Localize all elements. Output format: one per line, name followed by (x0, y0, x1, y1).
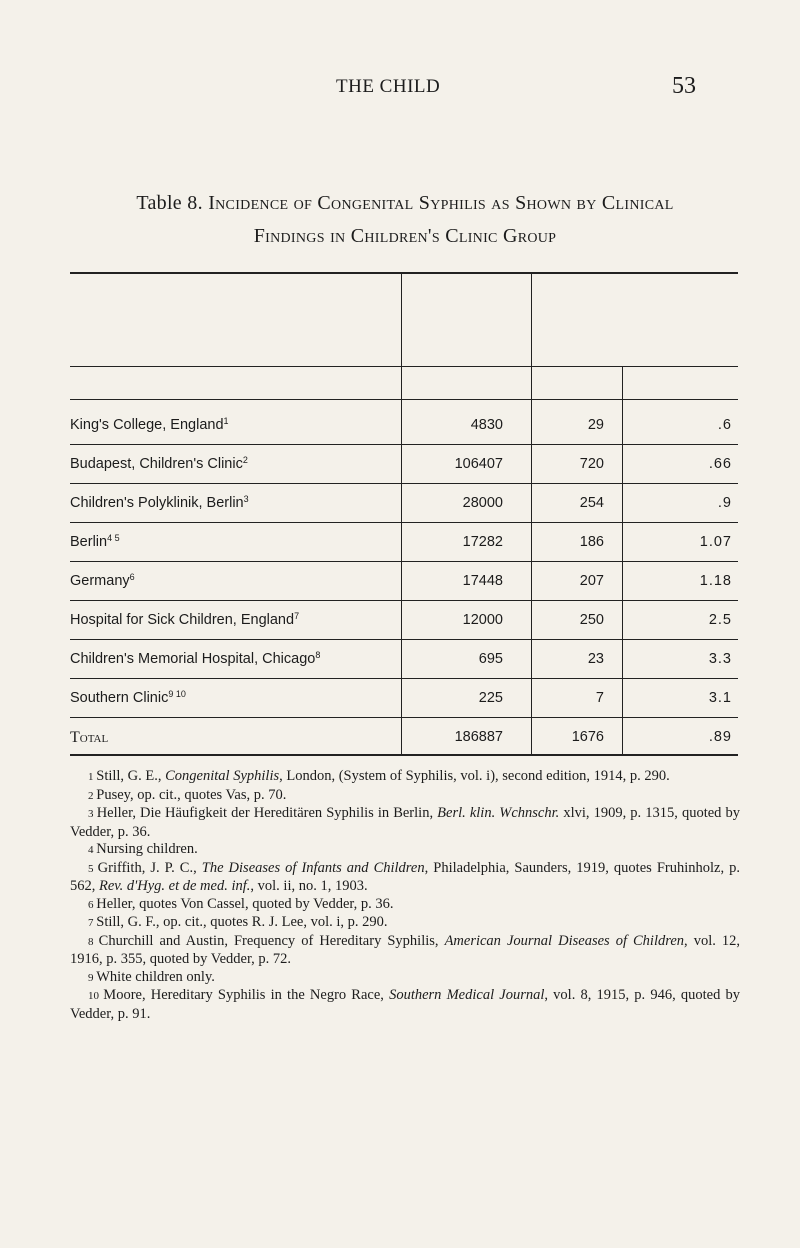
row-individuals: 4830 (470, 417, 503, 433)
table-label: Table 8. (136, 192, 203, 214)
footnotes (70, 768, 740, 1023)
footnote-number: 9 (88, 971, 97, 984)
footnote-text: xlvi, 1909, p. 1315, quoted by Vedder, p. 36. (70, 805, 740, 840)
row-individuals: 106407 (454, 456, 503, 472)
footnote-text: , vol. 8, 1915, p. 946, quoted by Vedder, p. 91. (70, 987, 740, 1022)
row-rule-2 (70, 483, 738, 484)
row-individuals: 17282 (462, 534, 503, 550)
row-rule-5 (70, 600, 738, 601)
footnote-title: Southern Medical Journal (389, 987, 545, 1003)
row-rule-6 (70, 639, 738, 640)
footnote-text: Pusey, op. cit., quotes Vas, p. 70. (96, 786, 287, 803)
footnote-number: 2 (88, 789, 97, 802)
table-caption (70, 187, 740, 253)
row-rule-7 (70, 678, 738, 679)
col-rule-clinic (401, 272, 402, 754)
footnote-text: , Philadelphia, Saunders, 1919, quotes Fruhinholz, p. 562, (70, 859, 740, 894)
footnote-number: 5 (88, 862, 98, 875)
total-label: Total (70, 729, 109, 746)
total-rule (70, 717, 738, 718)
footnote-ref: 7 (294, 611, 300, 621)
running-head-title: THE CHILD (336, 76, 441, 97)
footnote-number: 7 (88, 917, 97, 929)
page-number: 53 (672, 73, 696, 99)
clinic-name: Children's Memorial Hospital, Chicago (70, 651, 316, 667)
footnote-title: Congenital Syphilis (165, 768, 280, 784)
row-clinic (70, 456, 395, 472)
footnote-title: Rev. d'Hyg. et de med. inf. (99, 878, 251, 894)
footnote-text: Heller, Die Häufigkeit der Hereditären Syphilis in Berlin, (96, 805, 438, 821)
col-rule-number (531, 272, 532, 754)
footnote-title: American Journal Diseases of Children (444, 932, 685, 949)
footnote-text: White children only. (96, 968, 215, 985)
clinic-name: King's College, England (70, 417, 224, 433)
footnote-text: Moore, Hereditary Syphilis in the Negro Race, (103, 987, 390, 1003)
row-individuals: 17448 (462, 573, 503, 589)
footnote-text: Still, G. E., (96, 768, 166, 784)
row-clinic (70, 495, 395, 511)
footnote-ref: 3 (243, 494, 249, 504)
row-clinic (70, 573, 395, 589)
footnote-number: 6 (88, 898, 97, 911)
footnote-ref: 9 10 (168, 689, 186, 699)
row-individuals: 695 (478, 651, 503, 667)
caption-line-2: Findings in Children's Clinic Group (253, 225, 557, 247)
footnote-ref: 6 (129, 572, 135, 582)
row-rule-4 (70, 561, 738, 562)
total-individuals: 186887 (454, 729, 503, 745)
row-rule-3 (70, 522, 738, 523)
footnote-text: , London, (System of Syphilis, vol. i), second edition, 1914, p. 290. (279, 768, 670, 784)
caption-line-1 (70, 187, 740, 220)
row-percent: .9 (717, 495, 732, 511)
footnote-text: Churchill and Austin, Frequency of Hereditary Syphilis, (98, 932, 445, 949)
row-individuals: 225 (478, 690, 503, 706)
footnote-text: Nursing children. (96, 841, 198, 857)
footnote-ref: 1 (223, 416, 229, 426)
footnote-text: Still, G. F., op. cit., quotes R. J. Lee, vol. i, p. 290. (96, 914, 388, 930)
total-pc: .89 (708, 729, 732, 745)
row-percent: 3.1 (708, 690, 732, 706)
header-rule (70, 366, 738, 367)
row-individuals: 12000 (462, 612, 503, 628)
footnote-number: 1 (88, 771, 97, 783)
footnote (70, 896, 740, 915)
clinic-name: Budapest, Children's Clinic (70, 456, 243, 472)
clinic-name: Children's Polyklinik, Berlin (70, 495, 244, 511)
footnote (70, 787, 740, 806)
footnote (70, 914, 740, 933)
row-positive-no: 186 (579, 534, 604, 550)
row-percent: 2.5 (708, 612, 732, 628)
footnote (70, 969, 740, 988)
row-clinic (70, 690, 395, 706)
row-positive-no: 207 (579, 573, 604, 589)
footnote-ref: 8 (315, 650, 321, 660)
row-positive-no: 23 (587, 651, 604, 667)
footnote-text: , vol. 12, 1916, p. 355, quoted by Vedder, p. 72. (70, 932, 741, 967)
row-positive-no: 7 (595, 690, 604, 706)
footnote (70, 768, 740, 787)
footnote-number: 4 (88, 844, 97, 856)
row-percent: 3.3 (708, 651, 732, 667)
total-no: 1676 (571, 729, 604, 745)
subheader-rule (531, 399, 738, 400)
footnote-text: Heller, quotes Von Cassel, quoted by Vedder, p. 36. (96, 895, 394, 912)
row-clinic (70, 417, 395, 433)
row-individuals: 28000 (462, 495, 503, 511)
footnote (70, 860, 740, 896)
footnote (70, 841, 740, 860)
table-bottom-rule (70, 754, 738, 756)
clinic-name: Germany (70, 573, 130, 589)
footnote-number: 10 (88, 990, 104, 1002)
row-positive-no: 250 (579, 612, 604, 628)
row-percent: .66 (708, 456, 732, 472)
footnote (70, 933, 740, 969)
row-clinic (70, 534, 395, 550)
footnote-title: The Diseases of Infants and Children (201, 859, 425, 876)
row-clinic (70, 612, 395, 628)
row-percent: 1.18 (699, 573, 732, 589)
footnote-number: 3 (88, 808, 97, 820)
footnote-ref: 2 (242, 455, 248, 465)
running-head (0, 73, 800, 106)
row-clinic (70, 651, 395, 667)
footnote-number: 8 (88, 935, 99, 948)
row-percent: 1.07 (699, 534, 732, 550)
subheader-left-rule (70, 399, 531, 400)
clinic-name: Southern Clinic (70, 690, 169, 706)
clinic-name: Berlin (70, 534, 108, 550)
footnote-ref: 4 5 (107, 533, 120, 543)
clinic-name: Hospital for Sick Children, England (70, 612, 295, 628)
footnote-title: Berl. klin. Wchnschr. (437, 805, 560, 821)
row-positive-no: 254 (579, 495, 604, 511)
row-percent: .6 (717, 417, 732, 433)
table-top-rule (70, 272, 738, 274)
row-rule-1 (70, 444, 738, 445)
footnote (70, 987, 740, 1023)
caption-text-1: Incidence of Congenital Syphilis as Shown by Clinical (208, 192, 674, 214)
footnote-text: Griffith, J. P. C., (97, 859, 202, 876)
row-positive-no: 29 (587, 417, 604, 433)
row-positive-no: 720 (579, 456, 604, 472)
footnote (70, 805, 740, 841)
footnote-text: , vol. ii, no. 1, 1903. (250, 878, 368, 894)
